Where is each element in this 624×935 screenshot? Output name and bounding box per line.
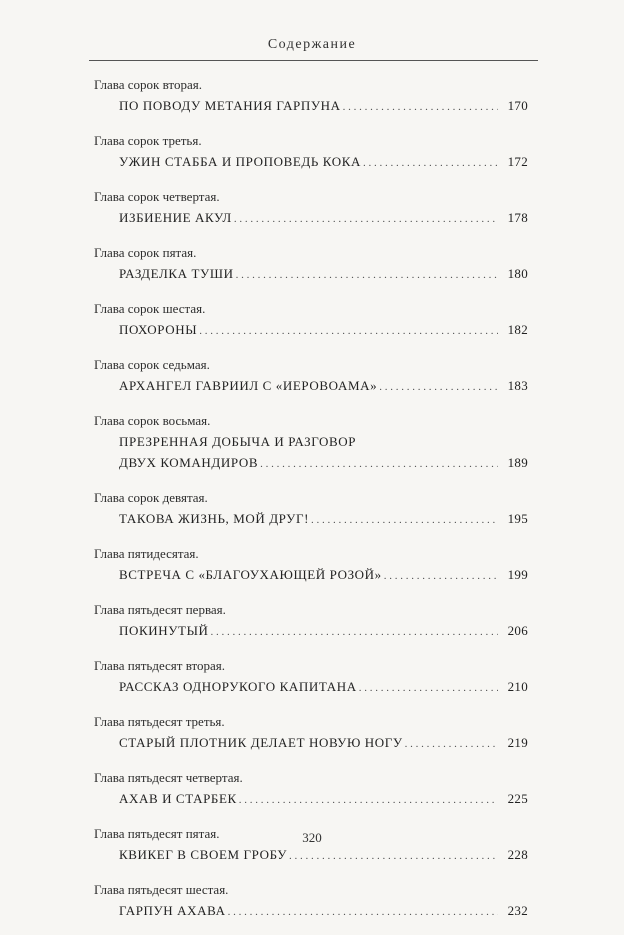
dot-leader <box>379 377 498 398</box>
toc-page-number: 189 <box>507 455 528 470</box>
dot-leader <box>236 265 498 286</box>
chapter-title-line <box>119 676 528 697</box>
toc-page-number: 228 <box>507 847 528 862</box>
chapter-label: Глава пятьдесят третья. <box>94 714 225 729</box>
toc-entry[interactable] <box>94 74 528 116</box>
chapter-title-line <box>119 263 528 284</box>
chapter-label: Глава пятидесятая. <box>94 546 199 561</box>
dot-leader <box>384 566 498 587</box>
chapter-label: Глава пятьдесят шестая. <box>94 882 229 897</box>
toc-entry[interactable] <box>94 487 528 529</box>
chapter-label: Глава сорок вторая. <box>94 77 202 92</box>
toc-page-number: 225 <box>507 791 528 806</box>
chapter-title: СТАРЫЙ ПЛОТНИК ДЕЛАЕТ НОВУЮ НОГУ <box>119 735 403 750</box>
dot-leader <box>228 902 498 923</box>
toc-page-number: 178 <box>507 210 528 225</box>
header-rule <box>89 60 538 61</box>
toc-entry[interactable] <box>94 242 528 284</box>
toc-entry[interactable] <box>94 410 528 473</box>
dot-leader <box>239 790 498 811</box>
toc-page-number: 195 <box>507 511 528 526</box>
chapter-title: РАССКАЗ ОДНОРУКОГО КАПИТАНА <box>119 679 357 694</box>
toc-entry[interactable] <box>94 354 528 396</box>
chapter-label: Глава сорок третья. <box>94 133 202 148</box>
chapter-label: Глава пятьдесят пятая. <box>94 826 220 841</box>
chapter-title: ТАКОВА ЖИЗНЬ, МОЙ ДРУГ! <box>119 511 310 526</box>
table-of-contents <box>94 74 528 935</box>
toc-entry[interactable] <box>94 298 528 340</box>
toc-page-number: 206 <box>507 623 528 638</box>
toc-page-number: 170 <box>507 98 528 113</box>
dot-leader <box>343 97 498 118</box>
toc-page-number: 210 <box>507 679 528 694</box>
chapter-title: АРХАНГЕЛ ГАВРИИЛ С «ИЕРОВОАМА» <box>119 378 378 393</box>
dot-leader <box>311 510 498 531</box>
toc-page-number: 183 <box>507 378 528 393</box>
chapter-title-line <box>119 900 528 921</box>
chapter-title: ИЗБИЕНИЕ АКУЛ <box>119 210 232 225</box>
chapter-title-line <box>119 95 528 116</box>
toc-entry[interactable] <box>94 711 528 753</box>
chapter-title: ПО ПОВОДУ МЕТАНИЯ ГАРПУНА <box>119 98 341 113</box>
dot-leader <box>359 678 498 699</box>
toc-page-number: 180 <box>507 266 528 281</box>
page-number: 320 <box>302 830 322 845</box>
chapter-label: Глава сорок восьмая. <box>94 413 211 428</box>
dot-leader <box>405 734 498 755</box>
chapter-title: КВИКЕГ В СВОЕМ ГРОБУ <box>119 847 288 862</box>
running-header: Содержание <box>267 37 357 52</box>
chapter-title-line <box>119 151 528 172</box>
toc-entry[interactable] <box>94 130 528 172</box>
chapter-title-line <box>119 788 528 809</box>
chapter-title: ПОХОРОНЫ <box>119 322 198 337</box>
chapter-title: ГАРПУН АХАВА <box>119 903 226 918</box>
chapter-label: Глава сорок шестая. <box>94 301 206 316</box>
toc-page-number: 219 <box>507 735 528 750</box>
chapter-title-line <box>119 620 528 641</box>
chapter-title-line <box>119 732 528 753</box>
chapter-title-line <box>119 564 528 585</box>
chapter-title-line <box>119 844 528 865</box>
chapter-label: Глава пятьдесят четвертая. <box>94 770 243 785</box>
chapter-title-line <box>119 319 528 340</box>
chapter-title: ПРЕЗРЕННАЯ ДОБЫЧА И РАЗГОВОР <box>119 434 357 449</box>
chapter-title-line <box>119 508 528 529</box>
toc-page-number: 199 <box>507 567 528 582</box>
chapter-title: ПОКИНУТЫЙ <box>119 623 209 638</box>
dot-leader <box>260 454 498 475</box>
toc-page-number: 172 <box>507 154 528 169</box>
chapter-title: ДВУХ КОМАНДИРОВ <box>119 455 259 470</box>
chapter-title-line <box>119 375 528 396</box>
chapter-title-line <box>119 452 528 473</box>
chapter-title: РАЗДЕЛКА ТУШИ <box>119 266 234 281</box>
toc-entry[interactable] <box>94 543 528 585</box>
chapter-label: Глава пятьдесят первая. <box>94 602 226 617</box>
toc-entry[interactable] <box>94 879 528 921</box>
dot-leader <box>289 846 498 867</box>
toc-entry[interactable] <box>94 655 528 697</box>
toc-entry[interactable] <box>94 767 528 809</box>
toc-page-number: 182 <box>507 322 528 337</box>
chapter-title-line <box>119 207 528 228</box>
chapter-title: УЖИН СТАББА И ПРОПОВЕДЬ КОКА <box>119 154 361 169</box>
dot-leader <box>234 209 498 230</box>
toc-entry[interactable] <box>94 599 528 641</box>
dot-leader <box>199 321 498 342</box>
chapter-label: Глава сорок пятая. <box>94 245 197 260</box>
chapter-label: Глава сорок седьмая. <box>94 357 210 372</box>
toc-page-number: 232 <box>507 903 528 918</box>
chapter-label: Глава сорок девятая. <box>94 490 208 505</box>
chapter-title: АХАВ И СТАРБЕК <box>119 791 237 806</box>
chapter-label: Глава пятьдесят вторая. <box>94 658 226 673</box>
dot-leader <box>211 622 499 643</box>
toc-entry[interactable] <box>94 186 528 228</box>
chapter-label: Глава сорок четвертая. <box>94 189 220 204</box>
dot-leader <box>363 153 498 174</box>
chapter-title: ВСТРЕЧА С «БЛАГОУХАЮЩЕЙ РОЗОЙ» <box>119 567 382 582</box>
